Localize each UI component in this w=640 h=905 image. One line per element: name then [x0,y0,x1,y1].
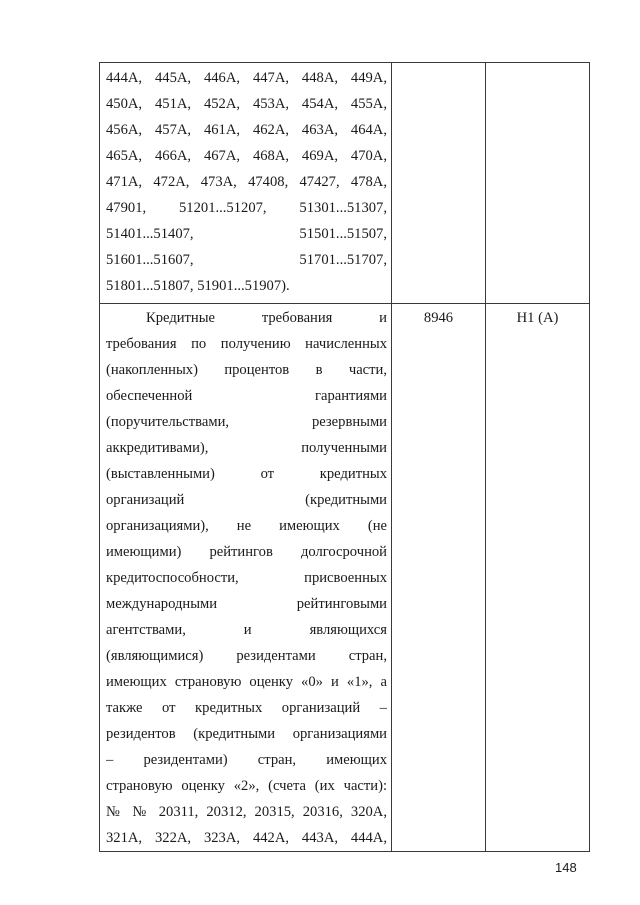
text-line: агентствами, и являющихся [106,622,387,638]
text-line: Кредитные требования и [146,310,387,326]
table-row [100,304,590,852]
text-line: № № 20311, 20312, 20315, 20316, 320А, [106,804,387,820]
reference-cell: Н1 (А) [486,304,590,852]
description-cell [100,304,392,852]
text-line: аккредитивами), полученными [106,440,387,456]
text-line: кредитоспособности, присвоенных [106,570,387,586]
text-line: 321А, 322А, 323А, 442А, 443А, 444А, [106,830,387,846]
text-line: международными рейтинговыми [106,596,387,612]
table-row [100,63,590,304]
page-number: 148 [555,860,577,875]
accounts-table [99,62,590,852]
text-line: 51401...51407, 51501...51507, [106,226,387,242]
text-line: 51601...51607, 51701...51707, [106,252,387,268]
code-cell: 8946 [392,304,486,852]
text-line: 51801...51807, 51901...51907). [106,278,290,294]
text-line: (выставленными) от кредитных [106,466,387,482]
text-line: страновую оценку «2», (счета (их части): [106,778,387,794]
text-line: 471А, 472А, 473А, 47408, 47427, 478А, [106,174,387,190]
text-line: 444А, 445А, 446А, 447А, 448А, 449А, [106,70,387,86]
text-line: имеющими) рейтингов долгосрочной [106,544,387,560]
text-line: 465А, 466А, 467А, 468А, 469А, 470А, [106,148,387,164]
text-line: (являющимися) резидентами стран, [106,648,387,664]
text-line: (накопленных) процентов в части, [106,362,387,378]
text-line: также от кредитных организаций – [106,700,387,716]
text-line: организациями), не имеющих (не [106,518,387,534]
text-line: 456А, 457А, 461А, 462А, 463А, 464А, [106,122,387,138]
text-line: имеющих страновую оценку «0» и «1», а [106,674,387,690]
text-line: 450А, 451А, 452А, 453А, 454А, 455А, [106,96,387,112]
text-line: организаций (кредитными [106,492,387,508]
description-cell [100,63,392,304]
text-line: обеспеченной гарантиями [106,388,387,404]
text-line: 47901, 51201...51207, 51301...51307, [106,200,387,216]
text-line: – резидентами) стран, имеющих [106,752,387,768]
code-cell [392,63,486,304]
reference-cell [486,63,590,304]
text-line: резидентов (кредитными организациями [106,726,387,742]
text-line: требования по получению начисленных [106,336,387,352]
text-line: (поручительствами, резервными [106,414,387,430]
